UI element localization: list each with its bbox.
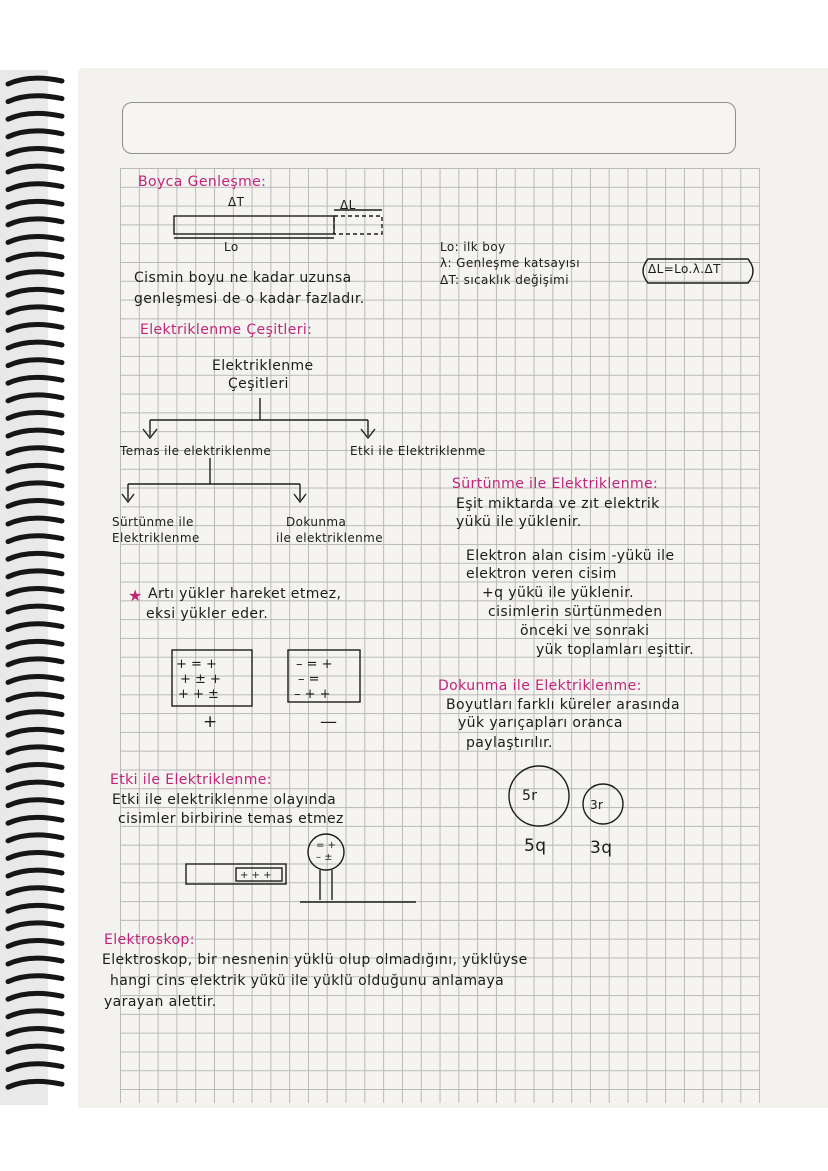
svg-text:= +: = + (316, 840, 336, 851)
tree-root-line1: Elektriklenme (212, 358, 314, 374)
contact-electrification: Temas ile elektriklenme (120, 444, 272, 458)
touching-line3: paylaştırılır. (466, 735, 553, 751)
friction-line6: cisimlerin sürtünmeden (488, 604, 663, 620)
svg-text:– =: – = (298, 672, 320, 687)
length-expansion-title: Boyca Genleşme: (138, 174, 267, 190)
formula-text: ΔL=Lo.λ.ΔT (648, 262, 721, 276)
friction-node-line2: Elektriklenme (112, 531, 200, 545)
expansion-note-line1: Cismin boyu ne kadar uzunsa (134, 270, 352, 286)
note-line2: eksi yükler eder. (146, 606, 269, 622)
expansion-note-line2: genleşmesi de o kadar fazladır. (134, 291, 365, 307)
friction-line4: elektron veren cisim (466, 566, 617, 582)
induction-diagram (180, 830, 420, 910)
svg-text:+ ± +: + ± + (180, 672, 221, 687)
star-icon: ★ (128, 586, 143, 605)
sphere-large-charge: 5q (524, 836, 547, 856)
svg-text:– + +: – + + (294, 687, 331, 702)
friction-line5: +q yükü ile yüklenir. (482, 585, 634, 601)
svg-text:+ + +: + + + (240, 870, 272, 881)
friction-line7: önceki ve sonraki (520, 623, 650, 639)
positive-sign: + (203, 712, 218, 732)
friction-node-line1: Sürtünme ile (112, 515, 194, 529)
svg-text:+ = +: + = + (176, 657, 217, 672)
induction-electrification-node: Etki ile Elektriklenme (350, 444, 486, 458)
friction-line8: yük toplamları eşittir. (536, 642, 695, 658)
legend-lambda: λ: Genleşme katsayısı (440, 256, 580, 270)
svg-text:– ±: – ± (316, 852, 333, 863)
touch-node-line2: ile elektriklenme (276, 531, 384, 545)
svg-text:– = +: – = + (296, 657, 333, 672)
svg-text:+ + ±: + + ± (178, 687, 219, 702)
sphere-small-label: 3r (590, 798, 604, 812)
legend-l0: Lo: ilk boy (440, 240, 506, 254)
friction-line1: Eşit miktarda ve zıt elektrik (456, 496, 660, 512)
touching-line1: Boyutları farklı küreler arasında (446, 697, 680, 713)
electrification-types-title: Elektriklenme Çeşitleri: (140, 322, 313, 338)
electroscope-line3: yarayan alettir. (104, 994, 217, 1010)
touching-title: Dokunma ile Elektriklenme: (438, 678, 642, 694)
friction-line3: Elektron alan cisim -yükü ile (466, 548, 675, 564)
delta-l-label: ΔL (340, 198, 356, 212)
charge-boxes (170, 648, 370, 708)
electroscope-line2: hangi cins elektrik yükü ile yüklü olduğunu anlamaya (110, 973, 505, 989)
touch-node-line1: Dokunma (286, 515, 347, 529)
friction-line2: yükü ile yüklenir. (456, 514, 582, 530)
sphere-large-label: 5r (522, 788, 538, 804)
rod-diagram (168, 208, 388, 244)
induction-line1: Etki ile elektriklenme olayında (112, 792, 337, 808)
delta-t-label: ΔT (228, 195, 245, 209)
sphere-small-charge: 3q (590, 838, 613, 858)
induction-title: Etki ile Elektriklenme: (110, 772, 272, 788)
friction-title: Sürtünme ile Elektriklenme: (452, 476, 659, 492)
induction-line2: cisimler birbirine temas etmez (118, 811, 344, 827)
touching-line2: yük yarıçapları oranca (458, 715, 623, 731)
negative-sign: — (320, 712, 338, 732)
l0-label: Lo (224, 240, 239, 254)
electroscope-line1: Elektroskop, bir nesnenin yüklü olup olmadığını, yüklüyse (102, 952, 528, 968)
tree-root-line2: Çeşitleri (228, 376, 289, 392)
legend-delta-t: ΔT: sıcaklık değişimi (440, 273, 569, 287)
note-line1: Artı yükler hareket etmez, (148, 586, 342, 602)
electroscope-title: Elektroskop: (104, 932, 195, 948)
